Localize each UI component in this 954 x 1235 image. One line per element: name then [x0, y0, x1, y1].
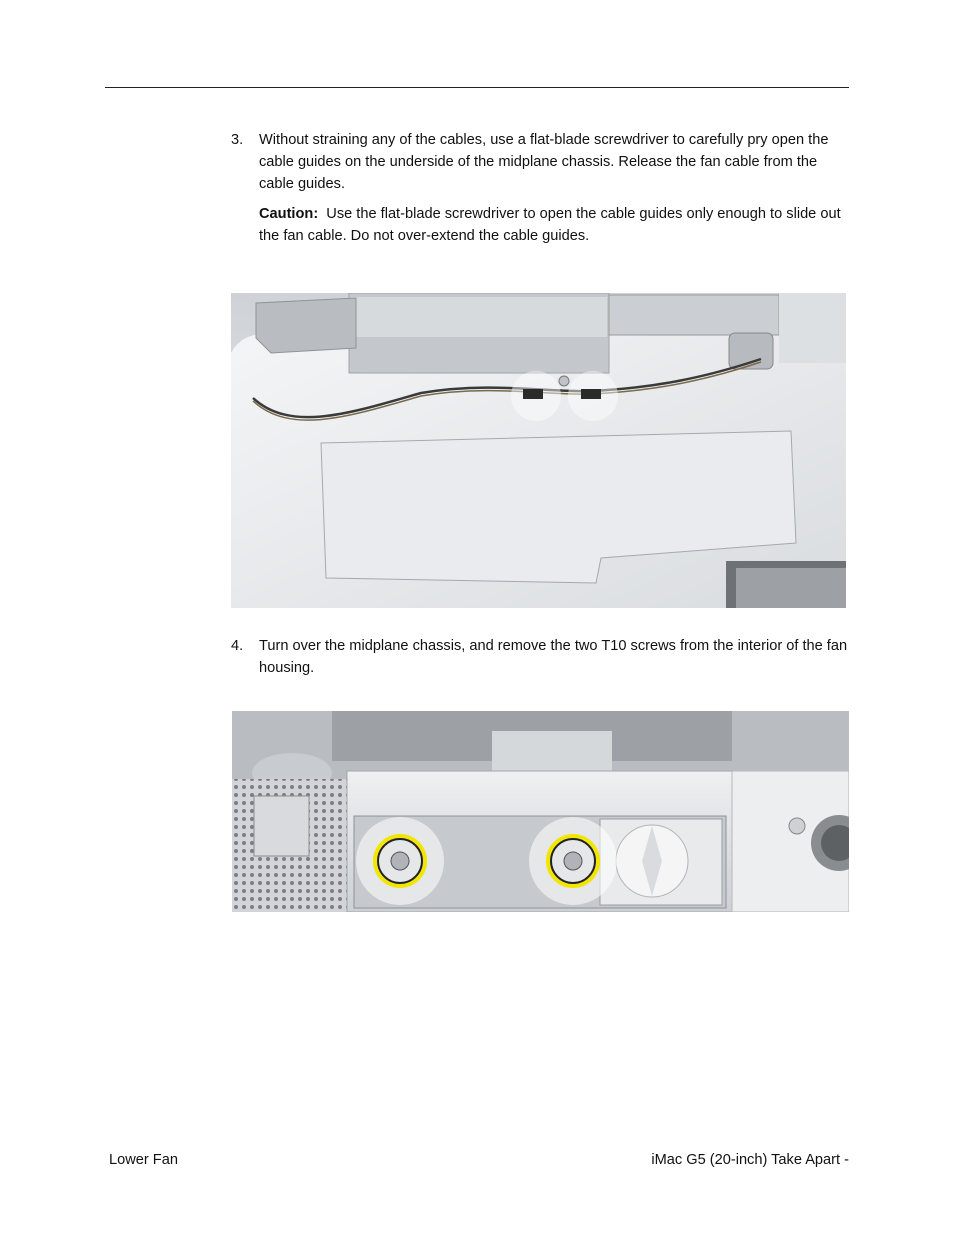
step-text: Turn over the midplane chassis, and remove the two T10 screws from the interior of the fan housing.: [259, 638, 848, 676]
caution-label: Caution:: [259, 206, 319, 222]
photo-fan-housing-screws: [232, 711, 849, 912]
footer-document-title: iMac G5 (20-inch) Take Apart -: [651, 1152, 849, 1168]
step-number: 4.: [231, 638, 244, 654]
caution-text: Use the flat-blade screwdriver to open the cable guides only enough to slide out the fan cable. Do not over-extend the cable guides.: [259, 206, 841, 244]
caution-note: [259, 203, 851, 247]
header-rule: [105, 87, 849, 88]
photo-cable-guides: [231, 293, 846, 608]
step-number: 3.: [231, 132, 244, 148]
step-text: Without straining any of the cables, use a flat-blade screwdriver to carefully pry open the cable guides on the underside of the midplane chassis. Release the fan cable from the cable guides.: [259, 132, 829, 192]
footer-section-title: Lower Fan: [109, 1152, 178, 1168]
